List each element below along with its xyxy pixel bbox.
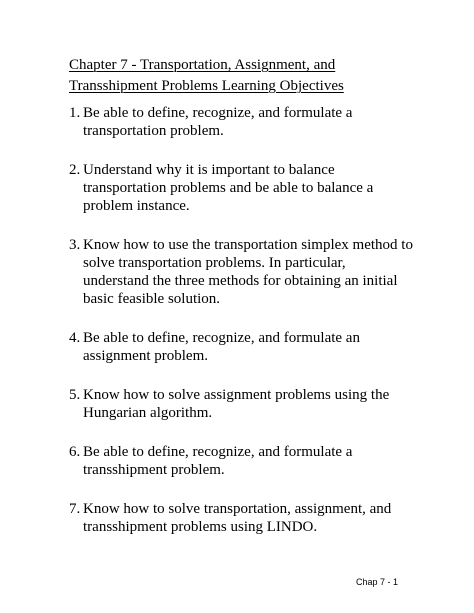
learning-objectives-list [69,104,414,557]
title-line-2: Transshipment Problems Learning Objectives [69,78,344,94]
objective-text: Be able to define, recognize, and formulate an assignment problem. [83,330,360,364]
objective-item-6 [69,443,414,479]
objective-item-4 [69,329,414,365]
objective-number: 6. [69,444,81,460]
objective-text: Be able to define, recognize, and formulate a transportation problem. [83,105,353,139]
objective-text: Know how to use the transportation simplex method to solve transportation problems. In particular, understand the three methods for obtaining an initial basic feasible solution. [83,237,413,307]
objective-number: 5. [69,387,81,403]
objective-text: Understand why it is important to balance transportation problems and be able to balance a problem instance. [83,162,374,214]
title-line-1: Chapter 7 - Transportation, Assignment, and [69,57,336,73]
objective-number: 3. [69,237,81,253]
objective-item-5 [69,386,414,422]
objective-number: 7. [69,501,81,517]
objective-text: Know how to solve transportation, assignment, and transshipment problems using LINDO. [83,501,392,535]
page-footer: Chap 7 - 1 [356,577,399,587]
objective-text: Know how to solve assignment problems using the Hungarian algorithm. [83,387,390,421]
objective-item-2 [69,161,414,215]
objective-text: Be able to define, recognize, and formulate a transshipment problem. [83,444,353,478]
objective-item-7 [69,500,414,536]
objective-number: 1. [69,105,81,121]
objective-number: 4. [69,330,81,346]
objective-item-1 [69,104,414,140]
objective-item-3 [69,236,414,308]
page-title [69,55,429,97]
objective-number: 2. [69,162,81,178]
